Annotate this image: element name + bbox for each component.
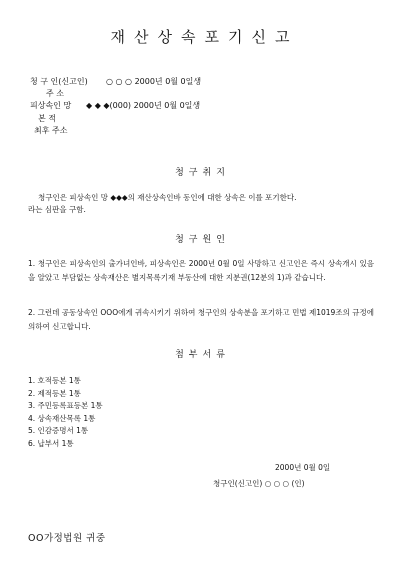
claimant-address-label: 주 소 [46,89,64,98]
attachment-item: 6. 납부서 1통 [28,438,74,448]
court-addressee: OO가정법원 귀중 [28,533,106,544]
cause-paragraph-1: 1. 청구인은 피상속인의 출가녀인바, 피상속인은 2000년 0월 0일 사망하고 신고인은 즉시 상속개시 있음을 알았고 부담없는 상속재산은 별지목록기재 부동산에 대한 지분권(12분의 1)과 같습니다. [28,259,374,282]
claimant-label: 청 구 인(신고인) [30,77,88,86]
cause-paragraph-2: 2. 그런데 공동상속인 OOO에게 귀속시키기 위하여 청구인의 상속분을 포기하고 민법 제1019조의 규정에 의하여 신고합니다. [28,308,374,331]
document-title: 재산상속포기신고 [110,28,299,46]
decedent-label: 피상속인 망 [30,101,72,110]
attachment-item: 2. 제적등본 1통 [28,388,81,398]
attachments-heading: 첨부서류 [175,350,230,360]
decedent-domicile-label: 본 적 [38,114,56,123]
decedent-last-address-row [34,126,67,136]
attachment-item: 3. 주민등록표등본 1통 [28,401,103,410]
attachments-list [28,375,103,450]
purpose-line-2: 라는 심판을 구함. [28,205,86,214]
purpose-heading: 청구취지 [175,168,230,178]
purpose-line-1: 청구인은 피상속인 망 ◆◆◆의 재산상속인바 동인에 대한 상속은 이를 포기한다. [38,193,297,202]
claimant-value: ○ ○ ○ 2000년 0월 0일생 [106,77,202,86]
filing-date: 2000년 0월 0일 [275,463,331,472]
decedent-last-address-label: 최후 주소 [34,126,68,135]
claimant-signature: 청구인(신고인) ○ ○ ○ (인) [213,479,305,488]
decedent-domicile-row [38,114,56,124]
claimant-address-row [46,89,64,99]
claimant-row [30,77,201,87]
decedent-value: ◆ ◆ ◆(000) 2000년 0월 0일생 [86,101,201,110]
attachment-item: 5. 인감증명서 1통 [28,426,89,435]
attachment-item: 4. 상속재산목록 1통 [28,413,96,423]
attachment-item: 1. 호적등본 1통 [28,376,81,385]
cause-heading: 청구원인 [175,235,230,245]
decedent-row [30,101,200,111]
